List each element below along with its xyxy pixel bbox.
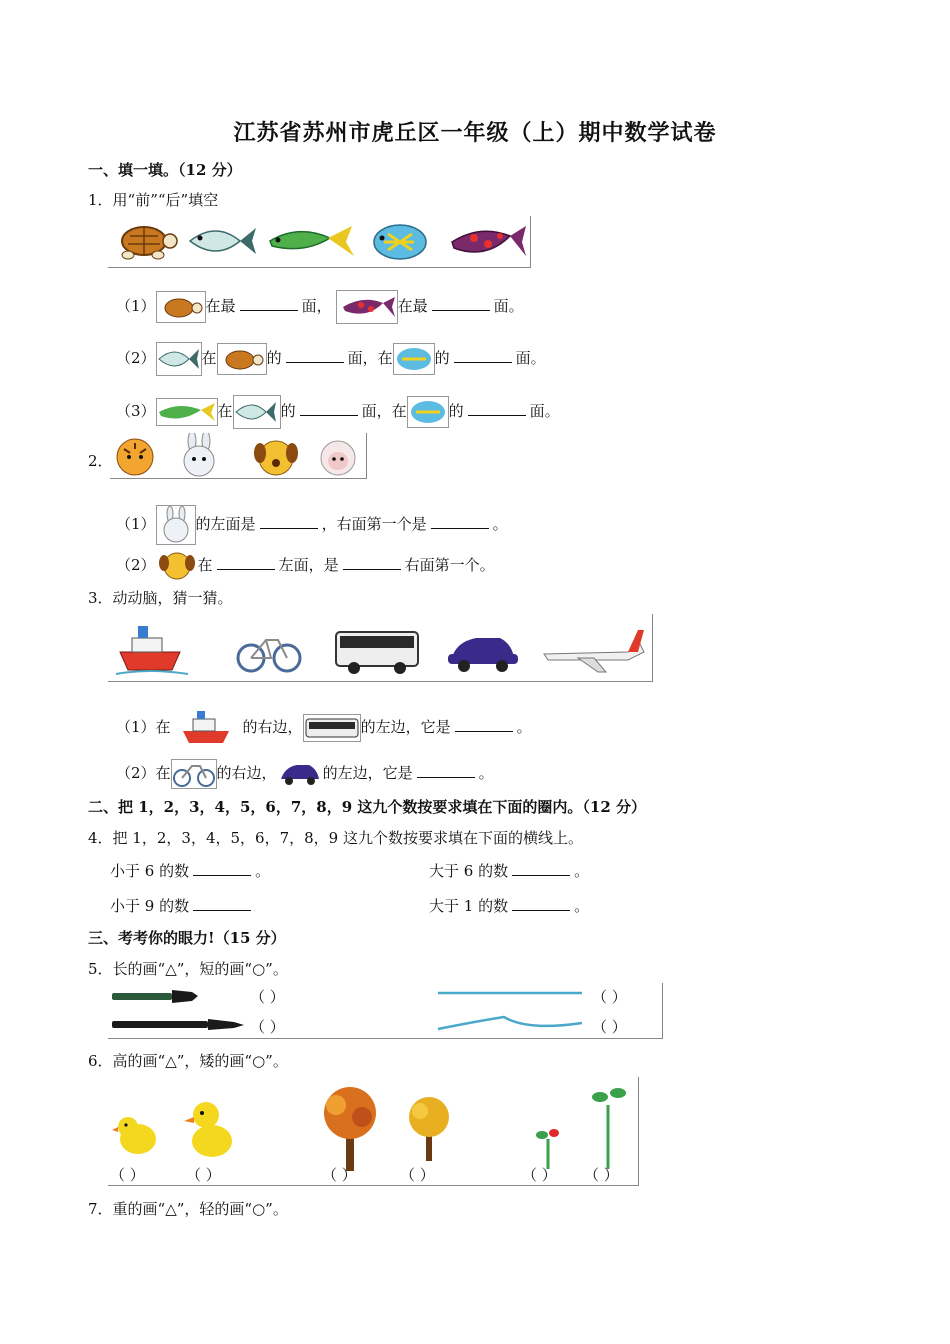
turtle-icon (122, 227, 177, 259)
short-sprout-icon (536, 1129, 559, 1169)
q3-sub1-text-3: 。 (516, 718, 532, 736)
q2-sub2-text-2: 左面，是 (278, 556, 339, 574)
question-3-stem: 3．动动脑，猜一猜。 (88, 589, 233, 607)
q2-sub1-number: （1） (116, 515, 156, 533)
airplane-icon (544, 630, 644, 672)
answer-paren[interactable]: （ ） (584, 1166, 619, 1184)
q1-sub3-text-2: 的 (280, 402, 296, 420)
question-5-stem: 5．长的画“△”，短的画“○”。 (88, 960, 288, 978)
section-3-heading: 三、考考你的眼力!（15 分） (88, 929, 286, 947)
q1-sub2 (116, 342, 546, 376)
question-2-number: 2． (88, 452, 113, 470)
dog-icon (156, 551, 198, 581)
q4-less-than-9-label: 小于 9 的数 (110, 897, 190, 915)
q2-sub1 (116, 505, 508, 545)
bicycle-icon (171, 759, 217, 789)
answer-blank[interactable] (240, 296, 298, 311)
q3-sub2-text-3: 。 (478, 764, 494, 782)
q1-sub1-text-1: 在最 (205, 297, 236, 315)
green-fish-icon (156, 398, 218, 426)
q3-sub1-number: （1）在 (116, 718, 171, 736)
answer-blank[interactable] (193, 861, 251, 876)
answer-paren[interactable]: （ ） (110, 1166, 145, 1184)
q1-sub1-text-2: 面， (301, 297, 332, 315)
answer-blank[interactable] (454, 348, 512, 363)
question-6-stem: 6．高的画“△”，矮的画“○”。 (88, 1052, 288, 1070)
q1-sub2-text-3: 面，在 (347, 349, 393, 367)
animal-strip-q1 (108, 216, 531, 268)
q4-punct: 。 (574, 897, 590, 915)
answer-blank[interactable] (512, 861, 570, 876)
answer-paren[interactable]: （ ） (250, 1018, 285, 1036)
duckling-icon (184, 1102, 232, 1157)
tropical-fish-icon (374, 225, 426, 259)
q1-sub3-text-4: 的 (448, 402, 464, 420)
vehicle-strip (108, 614, 653, 682)
tropical-fish-icon (393, 343, 435, 375)
q2-sub2 (116, 551, 495, 581)
q2-sub2-number: （2） (116, 556, 156, 574)
q1-sub3-text-1: 在 (217, 402, 233, 420)
q2-sub2-text-1: 在 (197, 556, 213, 574)
question-7-stem: 7．重的画“△”，轻的画“○”。 (88, 1200, 288, 1218)
q1-sub2-number: （2） (116, 349, 156, 367)
q3-sub1 (116, 707, 532, 749)
question-1-stem: 1．用“前”“后”填空 (88, 191, 219, 209)
bicycle-icon (238, 640, 300, 671)
answer-paren[interactable]: （ ） (186, 1166, 221, 1184)
turtle-icon (156, 291, 206, 323)
answer-paren[interactable]: （ ） (592, 1018, 627, 1036)
q2-sub1-text-1: 的左面是 (195, 515, 256, 533)
ship-icon (116, 626, 188, 674)
tall-tree-icon (324, 1087, 376, 1171)
bus-icon (303, 714, 361, 742)
bus-icon (336, 632, 418, 674)
q1-sub1 (116, 290, 524, 324)
animal-faces-strip (110, 433, 367, 479)
sheep-icon (321, 441, 355, 475)
answer-blank[interactable] (417, 763, 475, 778)
answer-blank[interactable] (455, 717, 513, 732)
answer-blank[interactable] (432, 296, 490, 311)
answer-paren[interactable]: （ ） (250, 988, 285, 1006)
page-title: 江苏省苏州市虎丘区一年级（上）期中数学试卷 (233, 120, 717, 146)
answer-blank[interactable] (193, 896, 251, 911)
answer-paren[interactable]: （ ） (592, 988, 627, 1006)
rabbit-icon (156, 505, 196, 545)
answer-blank[interactable] (286, 348, 344, 363)
answer-blank[interactable] (431, 514, 489, 529)
q4-greater-than-6-label: 大于 6 的数 (429, 862, 509, 880)
q1-sub2-text-4: 的 (434, 349, 450, 367)
car-icon (448, 638, 518, 672)
q4-greater-than-1 (429, 895, 589, 916)
q2-sub2-text-3: 右面第一个。 (404, 556, 495, 574)
chick-icon (112, 1117, 156, 1154)
dog-icon (254, 441, 298, 475)
q1-sub3-text-3: 面，在 (361, 402, 407, 420)
answer-paren[interactable]: （ ） (522, 1166, 557, 1184)
tiger-icon (117, 439, 153, 475)
red-fish-icon (336, 290, 398, 324)
answer-paren[interactable]: （ ） (322, 1166, 357, 1184)
silver-fish-icon (233, 395, 281, 429)
answer-blank[interactable] (217, 555, 275, 570)
silver-fish-icon (190, 228, 256, 254)
q4-greater-than-1-label: 大于 1 的数 (429, 897, 509, 915)
q1-sub2-text-2: 的 (266, 349, 282, 367)
length-compare-strip (108, 983, 663, 1039)
wavy-line (438, 1017, 582, 1029)
answer-blank[interactable] (343, 555, 401, 570)
section-2-heading: 二、把 1，2，3，4，5，6，7，8，9 这九个数按要求填在下面的圈内。（12 分） (88, 798, 646, 816)
q4-greater-than-6 (429, 860, 589, 881)
q3-sub2-number: （2）在 (116, 764, 171, 782)
q3-sub2 (116, 759, 494, 789)
tall-sprout-icon (592, 1088, 626, 1169)
ship-icon (179, 707, 235, 749)
question-4-stem: 4．把 1，2，3，4，5，6，7，8，9 这九个数按要求填在下面的横线上。 (88, 829, 583, 847)
q2-sub1-text-2: ，右面第一个是 (321, 515, 427, 533)
brush-short-icon (112, 990, 198, 1003)
answer-blank[interactable] (260, 514, 318, 529)
q1-sub2-text-1: 在 (201, 349, 217, 367)
turtle-icon (217, 343, 267, 375)
q4-less-than-6-label: 小于 6 的数 (110, 862, 190, 880)
q1-sub3-text-5: 面。 (529, 402, 560, 420)
q1-sub2-text-5: 面。 (515, 349, 546, 367)
q4-punct: 。 (255, 862, 271, 880)
green-fish-icon (270, 226, 354, 256)
answer-paren[interactable]: （ ） (400, 1166, 435, 1184)
q1-sub1-number: （1） (116, 297, 156, 315)
q3-sub1-text-2: 的左边，它是 (360, 718, 451, 736)
answer-blank[interactable] (468, 401, 526, 416)
q3-sub2-text-2: 的左边，它是 (322, 764, 413, 782)
silver-fish-icon (156, 342, 202, 376)
rabbit-icon (184, 433, 214, 476)
car-icon (277, 761, 323, 787)
q3-sub1-text-1: 的右边， (242, 718, 303, 736)
answer-blank[interactable] (512, 896, 570, 911)
section-1-heading: 一、填一填。（12 分） (88, 161, 242, 179)
q3-sub2-text-1: 的右边， (216, 764, 277, 782)
q1-sub3 (116, 395, 560, 429)
tropical-fish-icon (407, 396, 449, 428)
q1-sub1-text-4: 面。 (493, 297, 524, 315)
q1-sub1-text-3: 在最 (397, 297, 428, 315)
q4-punct: 。 (574, 862, 590, 880)
answer-blank[interactable] (300, 401, 358, 416)
red-fish-icon (452, 226, 526, 256)
q2-sub1-text-3: 。 (492, 515, 508, 533)
q1-sub3-number: （3） (116, 402, 156, 420)
short-tree-icon (409, 1097, 449, 1161)
q4-less-than-6 (110, 860, 270, 881)
q4-less-than-9 (110, 895, 255, 916)
brush-long-icon (112, 1019, 244, 1030)
